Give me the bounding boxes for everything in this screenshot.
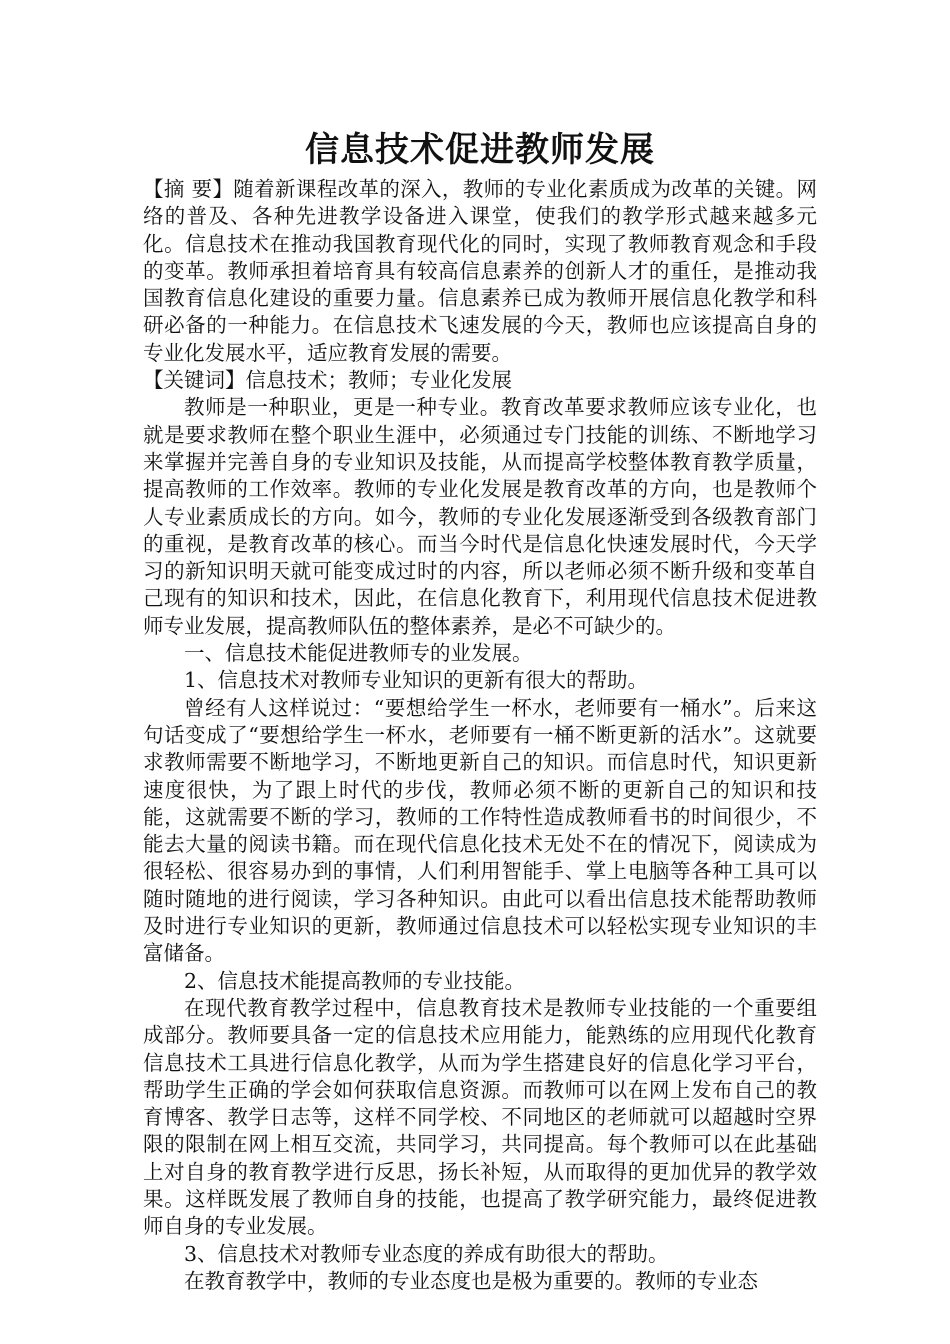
document-body (143, 176, 817, 1295)
paragraph: 曾经有人这样说过：“要想给学生一杯水，老师要有一桶水”。后来这句话变成了“要想给学生一杯水，老师要有一桶不断更新的活水”。这就要求教师需要不断地学习，不断地更新自己的知识。而信息时代，知识更新速度很快，为了跟上时代的步伐，教师必须不断的更新自己的知识和技能，这就需要不断的学习，教师的工作特性造成教师看书的时间很少，不能去大量的阅读书籍。而在现代信息化技术无处不在的情况下，阅读成为很轻松、很容易办到的事情，人们利用智能手、掌上电脑等各种工具可以随时随地的进行阅读，学习各种知识。由此可以看出信息技术能帮助教师及时进行专业知识的更新，教师通过信息技术可以轻松实现专业知识的丰富储备。 (143, 695, 817, 966)
paragraph: 教师是一种职业，更是一种专业。教育改革要求教师应该专业化，也就是要求教师在整个职业生涯中，必须通过专门技能的训练、不断地学习来掌握并完善自身的专业知识及技能，从而提高学校整体教育教学质量，提高教师的工作效率。教师的专业化发展是教育改革的方向，也是教师个人专业素质成长的方向。如今，教师的专业化发展逐渐受到各级教育部门的重视，是教育改革的核心。而当今时代是信息化快速发展时代，今天学习的新知识明天就可能变成过时的内容，所以老师必须不断升级和变革自己现有的知识和技术，因此，在信息化教育下，利用现代信息技术促进教师专业发展，提高教师队伍的整体素养，是必不可缺少的。 (143, 395, 817, 638)
paragraph: 2、信息技术能提高教师的专业技能。 (184, 968, 526, 993)
paragraph: 在教育教学中，教师的专业态度也是极为重要的。教师的专业态 (184, 1268, 758, 1293)
paragraph: 一、信息技术能促进教师专的业发展。 (184, 641, 533, 666)
paragraph: 在现代教育教学过程中，信息教育技术是教师专业技能的一个重要组成部分。教师要具备一定的信息技术应用能力，能熟练的应用现代化教育信息技术工具进行信息化教学，从而为学生搭建良好的信息化学习平台，帮助学生正确的学会如何获取信息资源。而教师可以在网上发布自己的教育博客、教学日志等，这样不同学校、不同地区的老师就可以超越时空界限的限制在网上相互交流，共同学习，共同提高。每个教师可以在此基础上对自身的教育教学进行反思，扬长补短，从而取得的更加优异的教学效果。这样既发展了教师自身的技能，也提高了教学研究能力，最终促进教师自身的专业发展。 (143, 995, 817, 1239)
document-page (143, 128, 817, 1295)
document-title: 信息技术促进教师发展 (305, 130, 655, 170)
paragraph: 【关键词】信息技术；教师；专业化发展 (143, 368, 512, 393)
paragraph: 【摘 要】随着新课程改革的深入，教师的专业化素质成为改革的关键。网络的普及、各种先进教学设备进入课堂，使我们的教学形式越来越多元化。信息技术在推动我国教育现代化的同时，实现了教师教育观念和手段的变革。教师承担着培育具有较高信息素养的创新人才的重任，是推动我国教育信息化建设的重要力量。信息素养已成为教师开展信息化教学和科研必备的一种能力。在信息技术飞速发展的今天，教师也应该提高自身的专业化发展水平，适应教育发展的需要。 (143, 177, 817, 365)
paragraph: 1、信息技术对教师专业知识的更新有很大的帮助。 (184, 668, 649, 693)
paragraph: 3、信息技术对教师专业态度的养成有助很大的帮助。 (184, 1241, 669, 1266)
